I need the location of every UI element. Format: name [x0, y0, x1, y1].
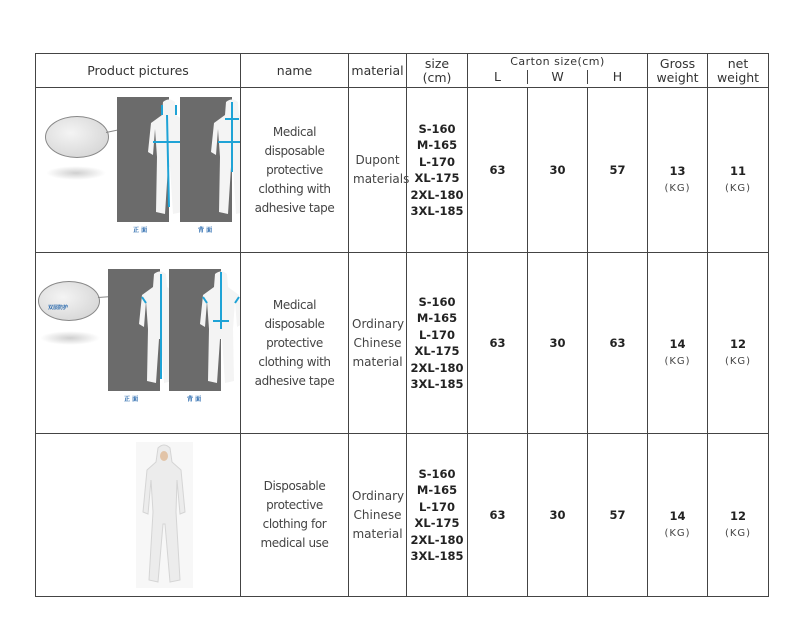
- product-material: Ordinary Chinese material: [349, 434, 407, 597]
- product-name: Disposable protective clothing for medical use: [241, 434, 349, 597]
- product-picture-white-suit: [36, 434, 241, 597]
- gross-weight-unit: (KG): [664, 183, 691, 194]
- table-row: [36, 88, 769, 253]
- header-product-pictures: Product pictures: [36, 54, 241, 88]
- header-size-label: size: [424, 55, 450, 71]
- size-item: M-165: [416, 138, 458, 152]
- header-gross-weight: [648, 54, 708, 88]
- header-net-weight: [708, 54, 769, 88]
- carton-height: 63: [588, 253, 648, 434]
- size-item: M-165: [416, 483, 458, 497]
- header-material: material: [349, 54, 407, 88]
- carton-width: 30: [528, 88, 588, 253]
- header-carton-h: H: [612, 69, 623, 84]
- size-item: XL-175: [414, 171, 460, 185]
- carton-length: 63: [468, 88, 528, 253]
- size-item: S-160: [418, 466, 456, 481]
- carton-width: 30: [528, 253, 588, 434]
- header-carton-label: Carton size(cm): [510, 55, 605, 68]
- size-item: S-160: [418, 121, 456, 136]
- coverall-back-icon: [195, 269, 241, 391]
- product-name: Medical disposable protective clothing with adhesive tape: [241, 88, 349, 253]
- header-net-line1: net: [727, 55, 749, 71]
- gross-weight: [648, 88, 708, 253]
- gross-weight: [648, 253, 708, 434]
- carton-height: 57: [588, 434, 648, 597]
- size-item: S-160: [418, 294, 456, 309]
- size-item: L-170: [418, 327, 456, 342]
- size-list: [407, 88, 468, 253]
- header-gross-line2: weight: [656, 69, 699, 85]
- gross-weight-value: 14: [669, 509, 686, 523]
- gross-weight-unit: (KG): [664, 528, 691, 539]
- front-caption: 正 面: [133, 227, 148, 234]
- product-picture-taped-suit: [36, 253, 241, 434]
- lens-label: 双层防护: [48, 305, 69, 311]
- table-row: [36, 434, 769, 597]
- header-carton-l: L: [468, 70, 528, 84]
- size-item: 3XL-185: [410, 377, 464, 391]
- white-suit-photo: [136, 442, 193, 588]
- header-gross-line1: Gross: [659, 55, 696, 71]
- gross-weight-value: 13: [669, 164, 686, 178]
- product-material: Ordinary Chinese material: [349, 253, 407, 434]
- front-view-panel: [117, 97, 169, 222]
- header-carton-size: [468, 54, 648, 88]
- carton-length: 63: [468, 253, 528, 434]
- header-carton-w: W: [528, 70, 588, 84]
- front-view-panel: [108, 269, 160, 391]
- carton-height: 57: [588, 88, 648, 253]
- carton-length: 63: [468, 434, 528, 597]
- size-item: M-165: [416, 311, 458, 325]
- size-list: [407, 434, 468, 597]
- front-caption: 正 面: [124, 396, 139, 403]
- net-weight-unit: (KG): [724, 356, 752, 367]
- size-item: L-170: [418, 499, 456, 514]
- coverall-white-icon: [136, 442, 193, 588]
- net-weight-unit: (KG): [724, 528, 752, 539]
- gross-weight: [648, 434, 708, 597]
- header-row: [36, 54, 769, 88]
- product-material: Dupont materials: [349, 88, 407, 253]
- gross-weight-unit: (KG): [664, 356, 691, 367]
- size-item: 2XL-180: [410, 187, 464, 202]
- back-view-panel: [180, 97, 232, 222]
- header-name: name: [241, 54, 349, 88]
- table-row: [36, 253, 769, 434]
- size-list: [407, 253, 468, 434]
- net-weight-value: 12: [730, 337, 747, 351]
- back-caption: 背 面: [198, 227, 213, 234]
- net-weight-value: 12: [730, 509, 747, 523]
- header-net-line2: weight: [716, 69, 760, 85]
- header-size: [407, 54, 468, 88]
- product-name: Medical disposable protective clothing with adhesive tape: [241, 253, 349, 434]
- size-item: 2XL-180: [410, 532, 464, 547]
- net-weight-unit: (KG): [724, 183, 752, 194]
- size-item: XL-175: [414, 344, 460, 358]
- back-view-panel: [169, 269, 221, 391]
- header-size-unit: (cm): [422, 69, 452, 85]
- product-spec-table: [35, 53, 769, 597]
- gross-weight-value: 14: [669, 337, 686, 351]
- size-item: 2XL-180: [410, 360, 464, 375]
- size-item: L-170: [418, 154, 456, 169]
- coverall-back-icon: [206, 97, 241, 222]
- carton-width: 30: [528, 434, 588, 597]
- fabric-zoom-lens: [38, 281, 100, 321]
- net-weight: [708, 88, 769, 253]
- size-item: 3XL-185: [410, 549, 464, 563]
- back-caption: 背 面: [187, 396, 202, 403]
- size-item: 3XL-185: [410, 204, 464, 218]
- product-picture-taped-suit: [36, 88, 241, 253]
- net-weight-value: 11: [730, 164, 747, 178]
- net-weight: [708, 253, 769, 434]
- fabric-zoom-lens: [45, 116, 109, 158]
- size-item: XL-175: [414, 516, 460, 530]
- net-weight: [708, 434, 769, 597]
